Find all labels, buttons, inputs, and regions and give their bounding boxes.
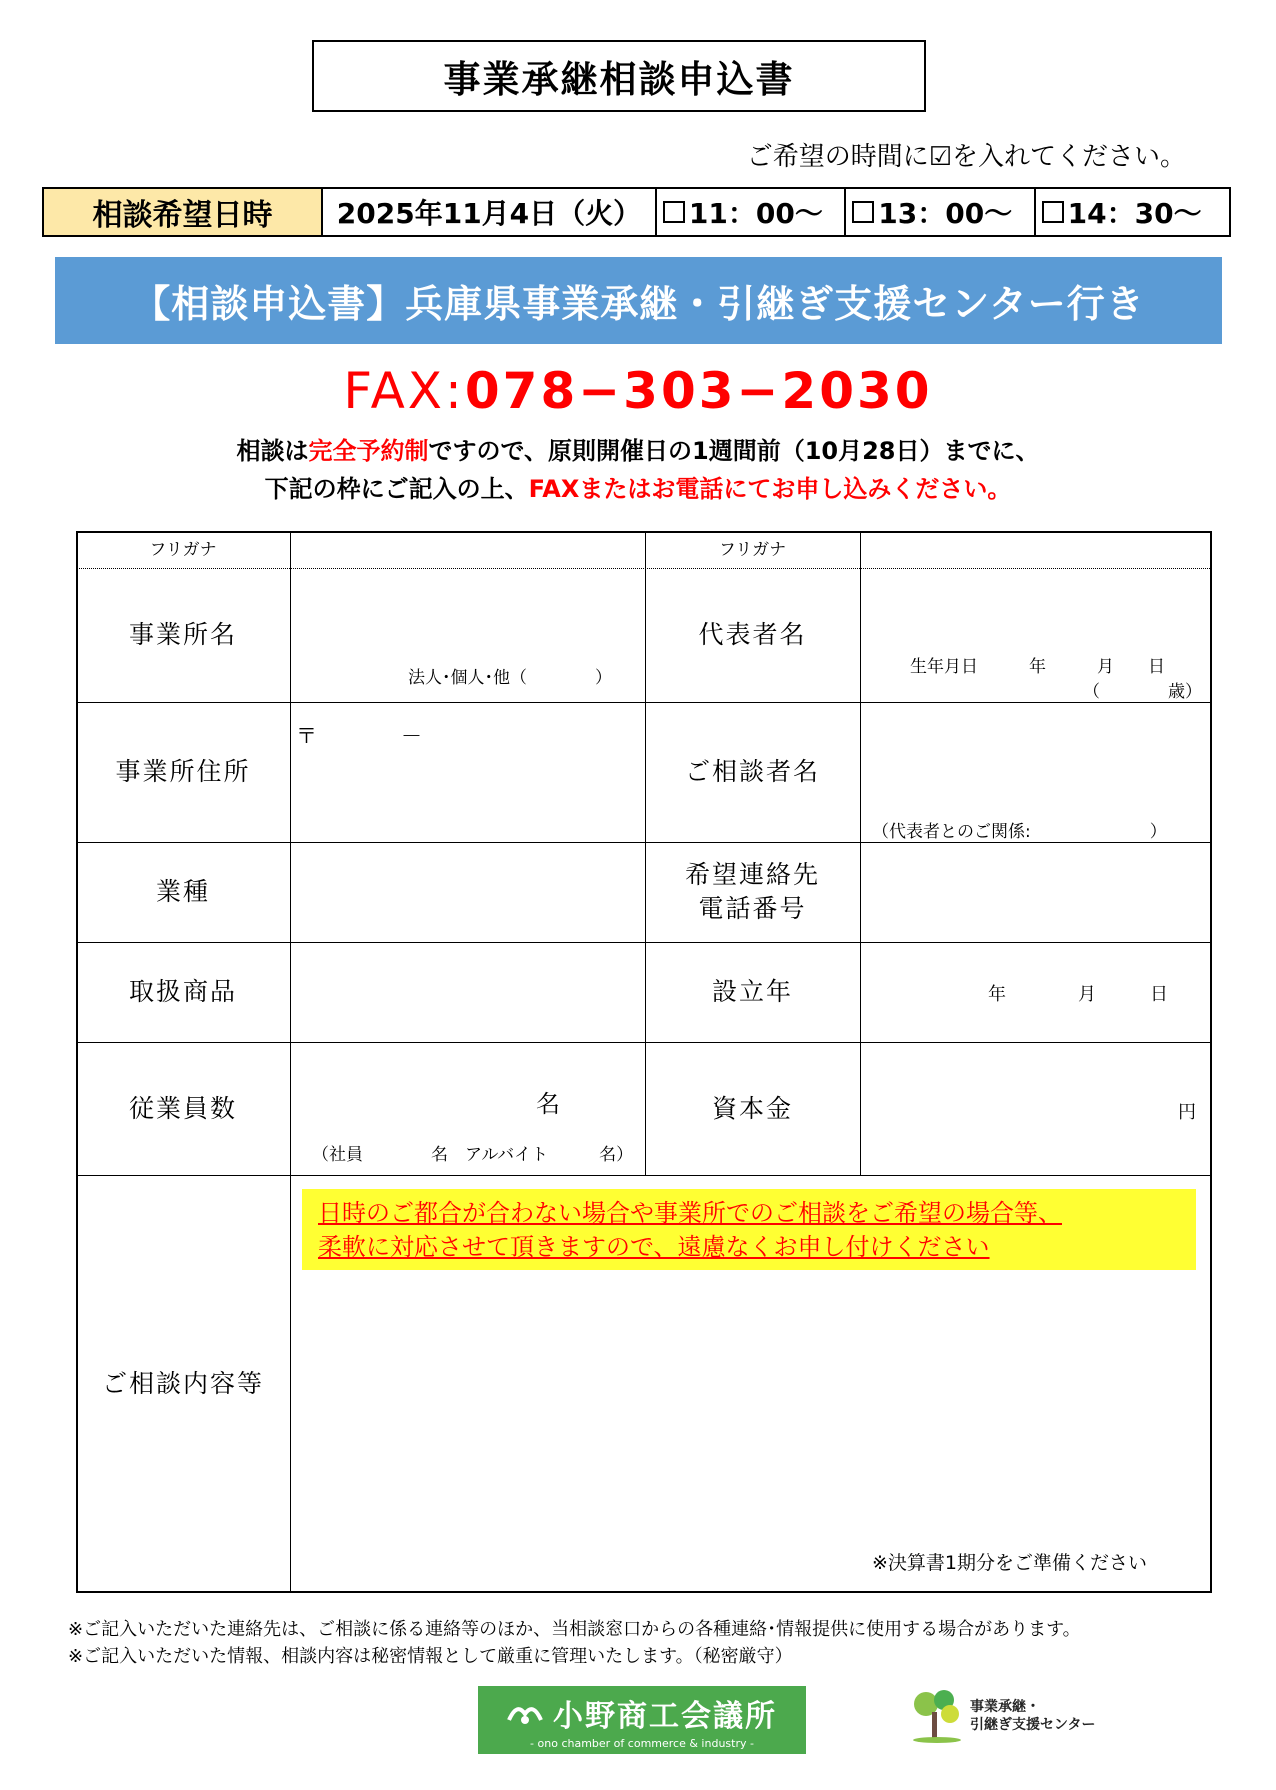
founded-value[interactable]: 年 月 日 bbox=[988, 984, 1168, 1005]
checkbox-icon[interactable] bbox=[1042, 201, 1064, 223]
corp-type[interactable]: 法人･個人･他（ ） bbox=[408, 668, 612, 688]
birth-date[interactable]: 生年月日 年 月 日 bbox=[910, 657, 1165, 677]
address-label: 事業所住所 bbox=[115, 757, 251, 786]
furigana-label-2: フリガナ bbox=[718, 540, 787, 560]
consultant-label: ご相談者名 bbox=[684, 757, 820, 786]
date-label: 相談希望日時 bbox=[44, 189, 323, 235]
date-value: 2025年11月4日（火） bbox=[323, 189, 657, 235]
relation[interactable]: （代表者とのご関係: ） bbox=[872, 822, 1167, 842]
employees-label: 従業員数 bbox=[128, 1094, 237, 1123]
contact-label: 希望連絡先 電話番号 bbox=[684, 860, 820, 923]
fax-line bbox=[0, 362, 1276, 420]
tree-logo-icon bbox=[910, 1688, 964, 1744]
slot-1[interactable]: 11：00～ bbox=[657, 189, 846, 235]
industry-label: 業種 bbox=[155, 877, 210, 906]
center-logo: 事業承継・ 引継ぎ支援センター bbox=[910, 1686, 1110, 1746]
footnote-1: ※ご記入いただいた連絡先は、ご相談に係る連絡等のほか、当相談窓口からの各種連絡･情報提供に使用する場合があります。 bbox=[68, 1619, 1081, 1640]
notice: 相談は完全予約制ですので、原則開催日の1週間前（10月28日）までに、 下記の枠にご記入の上、FAXまたはお電話にてお申し込みください。 bbox=[236, 437, 1040, 503]
chamber-emblem-icon bbox=[507, 1700, 543, 1726]
checkbox-icon[interactable] bbox=[663, 201, 685, 223]
consult-content-label: ご相談内容等 bbox=[101, 1369, 264, 1398]
employees-detail[interactable]: （社員 名 アルバイト 名） bbox=[312, 1145, 634, 1165]
fax-label: FAX: bbox=[343, 362, 465, 420]
checkbox-icon[interactable] bbox=[852, 201, 874, 223]
flexible-note: 日時のご都合が合わない場合や事業所でのご相談をご希望の場合等、 柔軟に対応させて頂きますので、遠慮なくお申し付けください bbox=[318, 1199, 1062, 1261]
furigana-label-1: フリガナ bbox=[149, 540, 217, 560]
page-title: 事業承継相談申込書 bbox=[312, 40, 926, 112]
date-row bbox=[42, 187, 1231, 237]
footnote-2: ※ご記入いただいた情報、相談内容は秘密情報として厳重に管理いたします。（秘密厳守） bbox=[68, 1646, 793, 1667]
products-label: 取扱商品 bbox=[128, 977, 237, 1006]
capital-label: 資本金 bbox=[711, 1094, 793, 1123]
rep-name-label: 代表者名 bbox=[698, 620, 807, 649]
slot-2[interactable]: 13：00～ bbox=[846, 189, 1035, 235]
fax-number: 078−303−2030 bbox=[464, 362, 933, 420]
prepare-note: ※決算書1期分をご準備ください bbox=[872, 1552, 1148, 1574]
postal-code[interactable]: 〒 － bbox=[296, 724, 422, 748]
banner: 【相談申込書】兵庫県事業承継・引継ぎ支援センター行き bbox=[55, 257, 1222, 344]
slot-3[interactable]: 14：30～ bbox=[1036, 189, 1229, 235]
capital-unit: 円 bbox=[1178, 1102, 1196, 1123]
chamber-logo: 小野商工会議所 - ono chamber of commerce & industry - bbox=[478, 1686, 806, 1754]
founded-label: 設立年 bbox=[711, 977, 793, 1006]
office-name-label: 事業所名 bbox=[128, 620, 237, 649]
employees-unit: 名 bbox=[536, 1090, 560, 1118]
apply-emphasis: FAXまたはお電話にてお申し込みください。 bbox=[528, 475, 1012, 503]
age[interactable]: （ 歳） bbox=[1083, 682, 1202, 702]
reservation-emphasis: 完全予約制 bbox=[308, 437, 429, 465]
checkbox-hint: ご希望の時間に☑を入れてください。 bbox=[746, 142, 1186, 172]
